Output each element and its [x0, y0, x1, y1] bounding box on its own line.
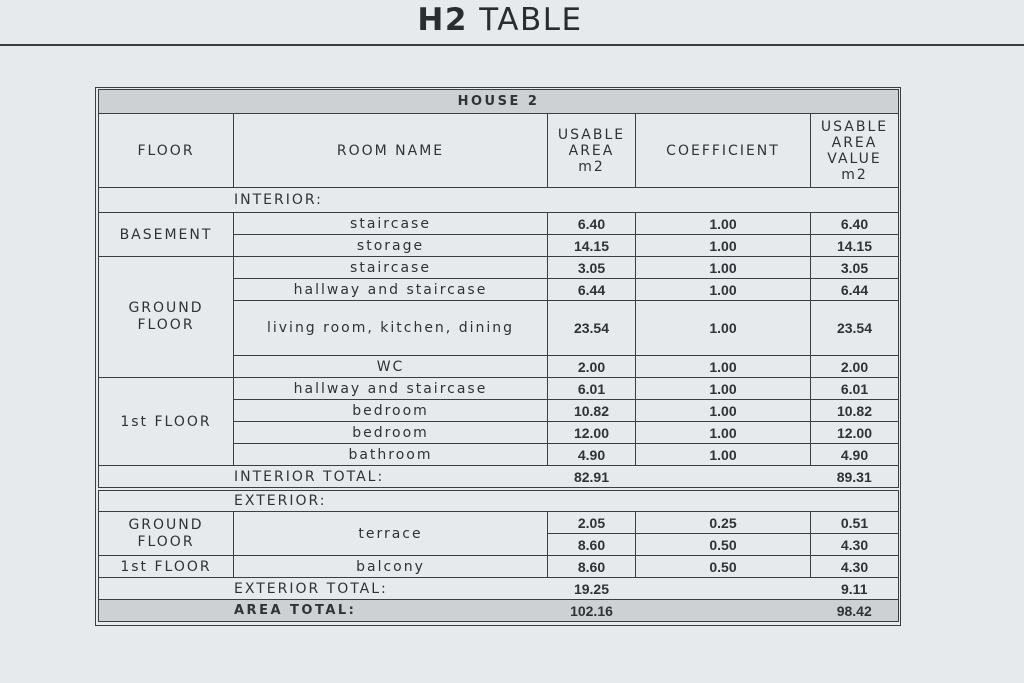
header-row	[99, 114, 899, 188]
area-table	[98, 89, 899, 622]
interior-total-value: 89.31	[811, 466, 899, 488]
usable-area: 12.00	[548, 422, 636, 444]
area-total-value: 98.42	[811, 600, 899, 622]
room-name: living room, kitchen, dining	[234, 301, 548, 356]
header-value-line2: AREA	[831, 134, 878, 151]
interior-section-label: INTERIOR:	[99, 188, 899, 213]
floor-first: 1st FLOOR	[99, 378, 234, 466]
usable-area: 2.05	[548, 512, 636, 534]
interior-total-area: 82.91	[548, 466, 636, 488]
area-value: 10.82	[811, 400, 899, 422]
page-title-bold: H2	[417, 2, 468, 38]
coefficient: 1.00	[636, 301, 811, 356]
table-row	[99, 213, 899, 235]
usable-area: 8.60	[548, 556, 636, 578]
header-usable-area-line2: AREA	[568, 142, 615, 159]
exterior-total-area: 19.25	[548, 578, 636, 600]
area-value: 6.01	[811, 378, 899, 400]
table-row	[99, 556, 899, 578]
area-total-row	[99, 600, 899, 622]
floor-ground	[99, 257, 234, 378]
usable-area: 4.90	[548, 444, 636, 466]
table-row	[99, 378, 899, 400]
area-value: 4.30	[811, 556, 899, 578]
header-usable-area	[548, 114, 636, 188]
floor-ground-line2: FLOOR	[137, 317, 195, 333]
area-total-area: 102.16	[548, 600, 636, 622]
exterior-section-label: EXTERIOR:	[99, 491, 899, 512]
coefficient: 1.00	[636, 400, 811, 422]
area-value: 14.15	[811, 235, 899, 257]
exterior-total-value: 9.11	[811, 578, 899, 600]
exterior-floor-ground	[99, 512, 234, 556]
room-name: bathroom	[234, 444, 548, 466]
usable-area: 3.05	[548, 257, 636, 279]
coefficient: 0.50	[636, 556, 811, 578]
header-usable-area-line3: m2	[578, 158, 605, 175]
floor-ground-line1: GROUND	[128, 300, 204, 316]
interior-total-coef-empty	[636, 466, 811, 488]
floor-basement: BASEMENT	[99, 213, 234, 257]
exterior-total-coef-empty	[636, 578, 811, 600]
area-value: 2.00	[811, 356, 899, 378]
table-row	[99, 512, 899, 534]
room-name: bedroom	[234, 400, 548, 422]
header-floor: FLOOR	[99, 114, 234, 188]
coefficient: 0.50	[636, 534, 811, 556]
room-name: bedroom	[234, 422, 548, 444]
area-value: 23.54	[811, 301, 899, 356]
coefficient: 1.00	[636, 422, 811, 444]
room-name: hallway and staircase	[234, 378, 548, 400]
area-value: 4.30	[811, 534, 899, 556]
usable-area: 6.40	[548, 213, 636, 235]
exterior-floor-first: 1st FLOOR	[99, 556, 234, 578]
area-total-coef-empty	[636, 600, 811, 622]
exterior-total-label: EXTERIOR TOTAL:	[99, 578, 548, 600]
room-name-terrace: terrace	[234, 512, 548, 556]
table-row	[99, 257, 899, 279]
title-divider	[0, 44, 1024, 46]
room-name: staircase	[234, 213, 548, 235]
header-room-name: ROOM NAME	[234, 114, 548, 188]
coefficient: 0.25	[636, 512, 811, 534]
area-total-label: AREA TOTAL:	[99, 600, 548, 622]
usable-area: 23.54	[548, 301, 636, 356]
room-name: storage	[234, 235, 548, 257]
interior-total-row	[99, 466, 899, 488]
header-value-line3: VALUE	[827, 150, 882, 167]
table-banner: HOUSE 2	[99, 90, 899, 114]
coefficient: 1.00	[636, 356, 811, 378]
area-value: 6.44	[811, 279, 899, 301]
coefficient: 1.00	[636, 378, 811, 400]
area-value: 0.51	[811, 512, 899, 534]
coefficient: 1.00	[636, 213, 811, 235]
room-name: staircase	[234, 257, 548, 279]
usable-area: 8.60	[548, 534, 636, 556]
usable-area: 10.82	[548, 400, 636, 422]
exterior-total-row	[99, 578, 899, 600]
header-usable-area-value	[811, 114, 899, 188]
coefficient: 1.00	[636, 279, 811, 301]
house-area-table	[95, 87, 901, 626]
page-title	[0, 2, 1000, 38]
header-coefficient: COEFFICIENT	[636, 114, 811, 188]
exterior-floor-ground-line1: GROUND	[128, 516, 204, 533]
page-title-rest: TABLE	[479, 2, 583, 38]
area-value: 6.40	[811, 213, 899, 235]
area-value: 4.90	[811, 444, 899, 466]
header-value-line1: USABLE	[820, 118, 889, 135]
usable-area: 2.00	[548, 356, 636, 378]
usable-area: 6.44	[548, 279, 636, 301]
header-value-line4: m2	[841, 166, 868, 183]
coefficient: 1.00	[636, 235, 811, 257]
interior-total-label: INTERIOR TOTAL:	[99, 466, 548, 488]
usable-area: 6.01	[548, 378, 636, 400]
header-usable-area-line1: USABLE	[557, 126, 626, 143]
usable-area: 14.15	[548, 235, 636, 257]
coefficient: 1.00	[636, 444, 811, 466]
room-name: hallway and staircase	[234, 279, 548, 301]
area-value: 12.00	[811, 422, 899, 444]
area-value: 3.05	[811, 257, 899, 279]
room-name: WC	[234, 356, 548, 378]
coefficient: 1.00	[636, 257, 811, 279]
room-name-balcony: balcony	[234, 556, 548, 578]
exterior-floor-ground-line2: FLOOR	[137, 533, 195, 550]
